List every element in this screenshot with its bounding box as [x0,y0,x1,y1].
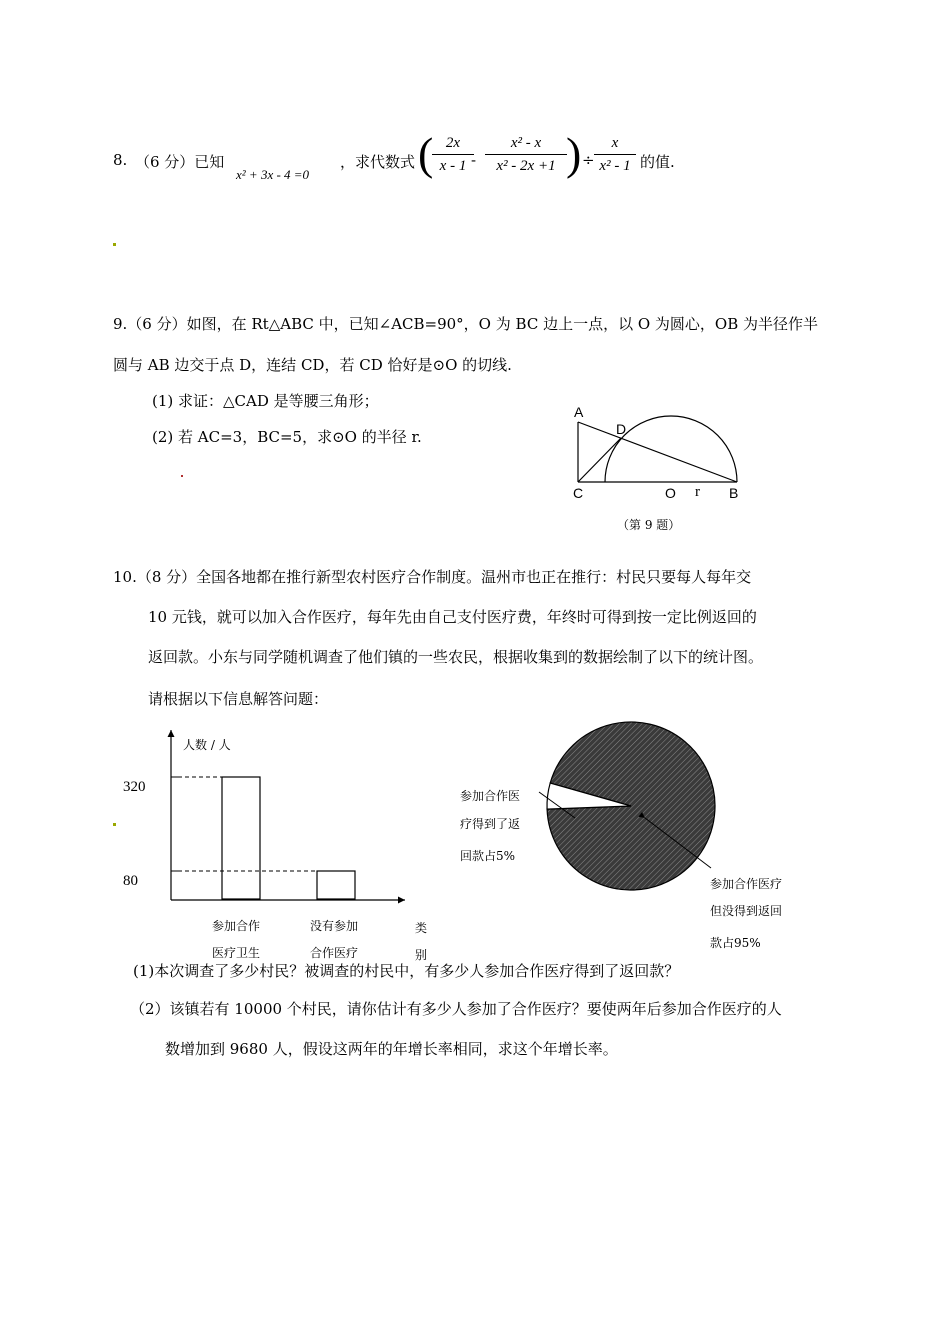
fraction-2-denominator: x² - 2x +1 [496,158,556,174]
q8-mid-text: ，求代数式 [340,153,416,171]
category-label-1-line-1: 参加合作 [212,919,261,933]
label-d: D [616,421,627,437]
label-a: A [574,404,584,420]
pie-label-large-line-1: 参加合作医疗 [710,877,783,891]
bar-chart [115,725,435,970]
q10-sub-2-line-1: （2）该镇若有 10000 个村民，请你估计有多少人参加了合作医疗？要使两年后参加合作医疗的人 [130,1000,782,1018]
bar-2 [317,871,355,899]
fraction-3-numerator: x [611,135,619,151]
fraction-1-denominator: x - 1 [439,158,467,174]
q9-line-1: 9.（6 分）如图，在 Rt△ABC 中，已知∠ACB=90°，O 为 BC 边上一点，以 O 为圆心，OB 为半径作半 [113,315,818,333]
pie-label-large-line-3: 款占95% [710,936,761,950]
label-r: r [695,484,700,500]
q10-sub-2-line-2: 数增加到 9680 人，假设这两年的年增长率相同，求这个年增长率。 [165,1040,618,1058]
fraction-3 [594,133,636,176]
marker-dot [113,243,116,246]
fraction-3-denominator: x² - 1 [599,158,631,174]
label-o: O [665,485,676,501]
q8-number: 8. [113,151,128,169]
divide-sign: ÷ [582,151,595,169]
q8-equation: x² + 3x - 4 =0 [236,167,310,182]
fraction-2 [485,133,567,176]
pie-label-small-line-2: 疗得到了返 [460,817,521,831]
minus-sign: - [471,151,477,169]
x-axis-label-line-1: 类 [415,921,428,935]
label-b: B [729,485,739,501]
y-tick-label-1: 320 [123,779,146,795]
pie-label-small-line-1: 参加合作医 [460,789,521,803]
category-label-2-line-1: 没有参加 [310,919,359,933]
left-paren: ( [418,128,434,179]
fraction-1 [432,133,477,176]
x-axis-label-line-2: 别 [415,948,428,962]
y-tick-label-2: 80 [123,873,138,889]
geometry-figure [565,400,750,540]
y-axis-label: 人数 / 人 [183,738,231,752]
q10-line-4: 请根据以下信息解答问题： [148,690,329,708]
category-label-1-line-2: 医疗卫生 [212,946,261,960]
q10-line-3: 返回款。小东与同学随机调查了他们镇的一些农民，根据收集到的数据绘制了以下的统计图。 [148,648,764,666]
q9-sub-1: (1) 求证：△CAD 是等腰三角形； [152,392,379,410]
q10-line-1: 10.（8 分）全国各地都在推行新型农村医疗合作制度。温州市也正在推行：村民只要每人每年交 [113,568,752,586]
right-paren: ) [566,128,582,179]
segment-cd [578,438,621,482]
fraction-2-numerator: x² - x [510,135,542,151]
bar-1 [222,777,260,899]
label-c: C [573,485,584,501]
q9-line-2: 圆与 AB 边交于点 D，连结 CD，若 CD 恰好是⊙O 的切线. [113,356,512,374]
q10-sub-1: (1)本次调查了多少村民？被调查的村民中，有多少人参加合作医疗得到了返回款？ [133,962,680,980]
fraction-1-numerator: 2x [445,135,461,151]
pie-label-large-line-2: 但没得到返回 [710,904,783,918]
figure-caption: （第 9 题） [617,518,681,532]
q10-line-2: 10 元钱，就可以加入合作医疗，每年先由自己支付医疗费，年终时可得到按一定比例返回的 [148,608,757,626]
q8-points: （6 分）已知 [135,153,225,171]
pie-label-small-line-3: 回款占5% [460,849,516,863]
marker-dot [181,475,183,477]
category-label-2-line-2: 合作医疗 [310,946,359,960]
q8-end-text: 的值. [640,153,675,171]
pie-chart [455,718,815,958]
q9-sub-2: (2) 若 AC=3，BC=5，求⊙O 的半径 r. [152,428,422,446]
